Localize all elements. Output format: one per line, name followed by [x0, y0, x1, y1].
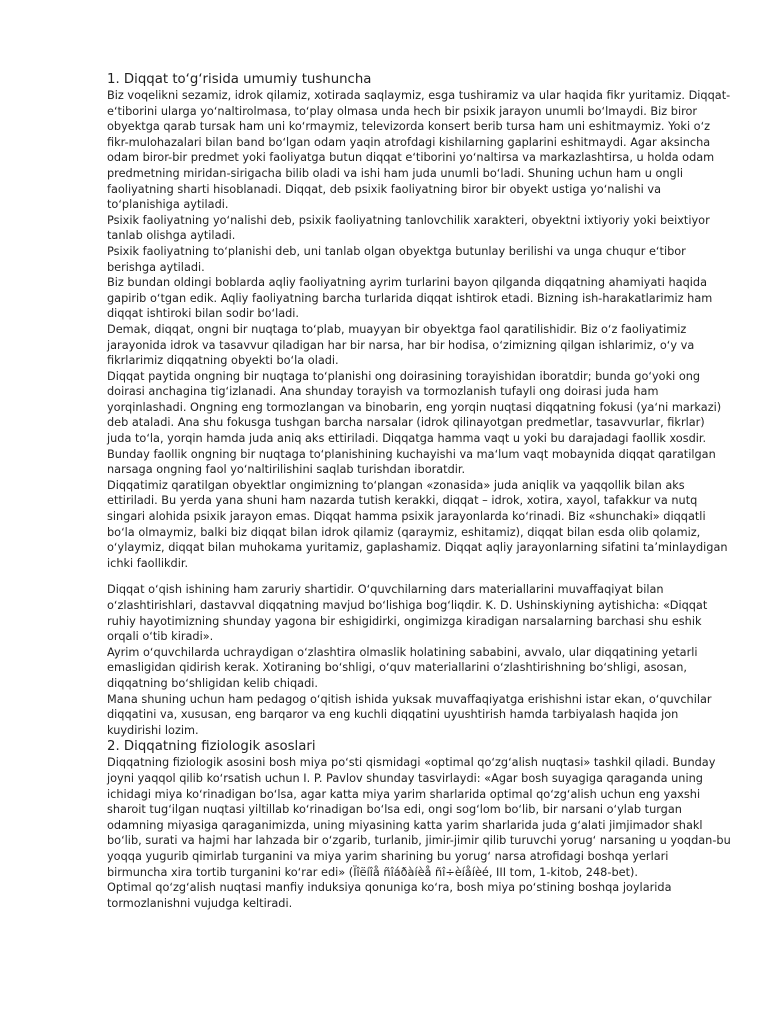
section-1-paragraph-7: Diqqatimiz qaratilgan obyektlar ongimizning toʻplangan «zonasida» juda aniqlik va yaqqollik bilan aks ettiriladi. Bu yerda yana shuni ham nazarda tutish kerakki, diqqat – idrok, xotira, xayol, tafakkur va nutq singari alohida psixik jarayon emas. Diqqat hamma psixik jarayonlarda koʻrinadi. Biz «shunchaki» diqqatli boʻla olmaymiz, balki biz diqqat bilan idrok qilamiz (qaraymiz, eshitamiz), diqqat bilan esda olib qolamiz, oʻylaymiz, diqqat bilan muhokama yuritamiz, gaplashamiz. Diqqat aqliy jarayonlarning sifatini taʼminlaydigan ichki faollikdir. [107, 478, 728, 570]
section-1-paragraph-10: Mana shuning uchun ham pedagog oʻqitish ishida yuksak muvaffaqiyatga erishishni istar ekan, oʻquvchilar diqqatini va, xususan, eng barqaror va eng kuchli diqqatini uyushtirish hamda tarbiyalash haqida jon kuydirishi lozim. [107, 692, 712, 737]
section-2-heading: 2. Diqqatning fiziologik asoslari [107, 739, 316, 755]
section-1-paragraph-3: Psixik faoliyatning toʻplanishi deb, uni tanlab olgan obyektga butunlay berilishi va unga chuqur eʻtibor berishga aytiladi. [107, 244, 686, 274]
section-2-paragraph-1: Diqqatning fiziologik asosini bosh miya poʻsti qismidagi «optimal qoʻzgʻalish nuqtasi» tashkil qiladi. Bunday joyni yaqqol qilib koʻrsatish uchun I. P. Pavlov shunday tasvirlaydi: «Agar bosh suyagiga qaraganda uning ichidagi miya koʻrinadigan boʻlsa, agar katta miya yarim sharlarida optimal qoʻzgʻalish uchun eng yaxshi sharoit tugʻilgan nuqtasi yiltillab koʻrinadigan boʻlsa edi, ongi sogʻlom boʻlib, bir narsani oʻylab turgan odamning miyasiga qaraganimizda, uning miyasining katta yarim sharlarida juda gʻalati jimjimador shakl boʻlib, surati va hajmi har lahzada bir oʻzgarib, turlanib, jimir-jimir qilib turuvchi yorugʻ narsaning u yoqdan-bu yoqqa yugurib qimirlab turganini va miya yarim sharining bu yorugʻ narsa atrofidagi boshqa yerlari birmuncha xira tortib turganini koʻrar edi» (Ïîëíîå ñîáðàíèå ñî÷èíåíèé, III tom, 1-kitob, 248-bet). [107, 756, 731, 879]
section-1-paragraph-9: Ayrim oʻquvchilarda uchraydigan oʻzlashtira olmaslik holatining sababini, avvalo, ular diqqatining yetarli emasligidan qidirish kerak. Xotiraning boʻshligi, oʻquv materiallarini oʻzlashtirishning boʻshligi, asosan, diqqatning boʻshligidan kelib chiqadi. [107, 645, 698, 690]
section-1-paragraph-4: Biz bundan oldingi boblarda aqliy faoliyatning ayrim turlarini bayon qilganda diqqatning ahamiyati haqida gapirib oʻtgan edik. Aqliy faoliyatning barcha turlarida diqqat ishtirok etadi. Bizning ish-harakatlarimiz ham diqqat ishtiroki bilan sodir boʻladi. [107, 276, 713, 321]
document-page [107, 71, 732, 911]
section-1-paragraph-2: Psixik faoliyatning yoʻnalishi deb, psixik faoliyatning tanlovchilik xarakteri, obyektni ixtiyoriy yoki beixtiyor tanlab olishga aytiladi. [107, 213, 710, 243]
section-1-paragraph-1: Biz voqelikni sezamiz, idrok qilamiz, xotirada saqlaymiz, esga tushiramiz va ular haqida fikr yuritamiz. Diqqat-eʻtiborini ularga yoʻnaltirolmasa, toʻplay olmasa unda hech bir psixik jarayon unumli boʻlmaydi. Biz biror obyektga qarab tursak ham uni koʻrmaymiz, televizorda konsert berib tursa ham uni eshitmaymiz. Yoki oʻz fikr-mulohazalari bilan band boʻlgan odam yaqin atrofdagi kishilarning gaplarini eshitmaydi. Agar aksincha odam biror-bir predmet yoki faoliyatga butun diqqat eʻtiborini yoʻnaltirsa va markazlashtirsa, u holda odam predmetning miridan-sirigacha bilib oladi va ishi ham juda unumli boʻladi. Shuning uchun ham u ongli faoliyatning sharti hisoblanadi. Diqqat, deb psixik faoliyatning biror bir obyekt ustiga yoʻnalishi va toʻplanishiga aytiladi. [107, 89, 731, 212]
section-1-paragraph-6: Diqqat paytida ongning bir nuqtaga toʻplanishi ong doirasining torayishidan iboratdir; bunda goʻyoki ong doirasi anchagina tigʻizlanadi. Ana shunday torayish va tormozlanish tufayli ong doirasi juda ham yorqinlashadi. Ongning eng tormozlangan va binobarin, eng yorqin nuqtasi diqqatning fokusi (yaʻni markazi) deb ataladi. Ana shu fokusga tushgan barcha narsalar (idrok qilinayotgan predmetlar, tasavvurlar, fikrlar) juda toʻla, yorqin hamda juda aniq aks ettiriladi. Diqqatga hamma vaqt u yoki bu darajadagi faollik xosdir. Bunday faollik ongning bir nuqtaga toʻplanishining kuchayishi va maʻlum vaqt mobaynida diqqat qaratilgan narsaga ongning faol yoʻnaltirilishini saqlab turishdan iboratdir. [107, 369, 722, 477]
section-1-paragraph-5: Demak, diqqat, ongni bir nuqtaga toʻplab, muayyan bir obyektga faol qaratilishidir. Biz oʻz faoliyatimiz jarayonida idrok va tasavvur qiladigan har bir narsa, har bir hodisa, oʻzimizning qilgan ishlarimiz, oʻy va fikrlarimiz diqqatning obyekti boʻla oladi. [107, 322, 695, 368]
section-1-heading: 1. Diqqat toʻgʻrisida umumiy tushuncha [107, 72, 372, 87]
section-1-paragraph-8: Diqqat oʻqish ishining ham zaruriy shartidir. Oʻquvchilarning dars materiallarini muvaffaqiyat bilan oʻzlashtirishlari, dastavval diqqatning mavjud boʻlishiga bogʻliqdir. K. D. Ushinskiyning aytishicha: «Diqqat ruhiy hayotimizning shunday yagona bir eshigidirki, ongimizga kiradigan narsalarning barchasi shu eshik orqali oʻtib kiradi». [107, 583, 708, 644]
section-2-paragraph-2: Optimal qoʻzgʻalish nuqtasi manfiy induksiya qonuniga koʻra, bosh miya poʻstining boshqa joylarida tormozlanishni vujudga keltiradi. [107, 881, 672, 910]
